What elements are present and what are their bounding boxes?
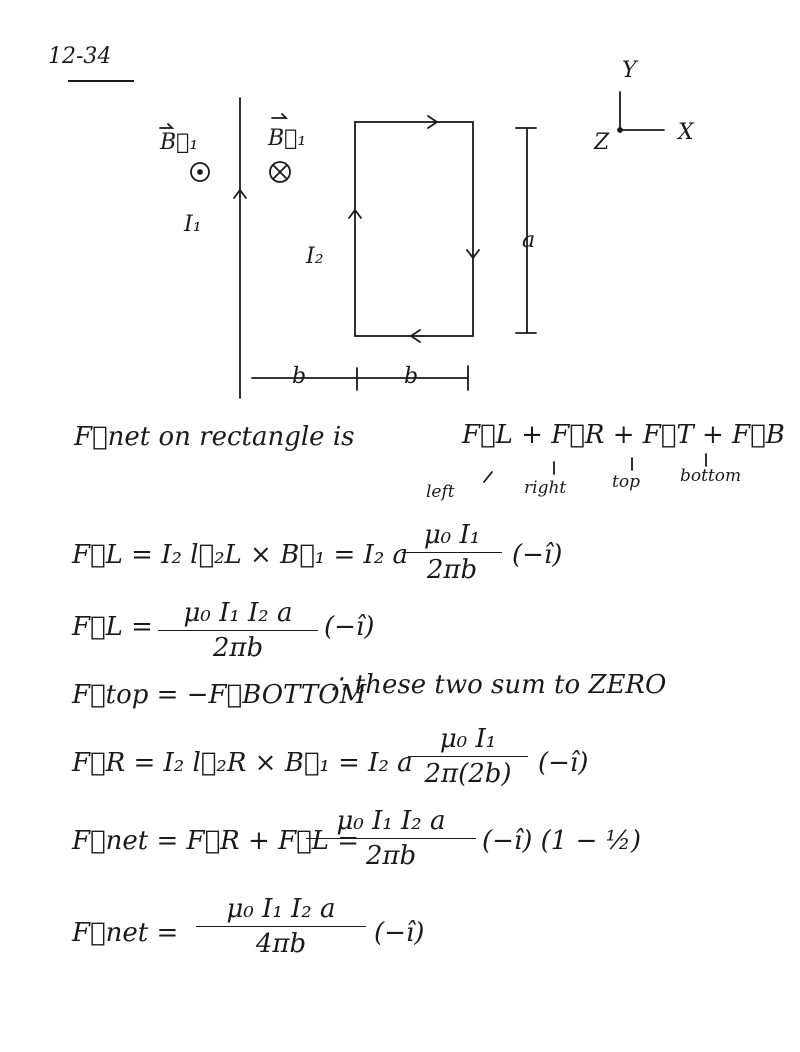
fr-eq-denominator: 2π(2b) [424, 759, 512, 789]
z-axis-dot [618, 128, 622, 132]
fnet-eq1-rest: (−î) (1 − ½) [482, 826, 641, 856]
i1-label: I₁ [184, 212, 202, 237]
i2-label: I₂ [306, 244, 324, 269]
fr-eq-numerator: μ₀ I₁ [439, 724, 497, 754]
ftop-equation: F⃗top = −F⃗BOTTOM [72, 680, 367, 710]
label-top: top [612, 472, 640, 492]
fnet-statement: F⃗net on rectangle is [74, 422, 355, 452]
fnet-equation-2-fraction [196, 894, 366, 959]
fl-equation-1-fraction [402, 520, 502, 585]
fnet-eq2-denominator: 4πb [255, 929, 307, 959]
distance-b-left: b [292, 364, 307, 389]
fnet-equation-2: F⃗net = [72, 918, 179, 948]
distance-b-right: b [404, 364, 419, 389]
b1-left-label: B⃗₁ [160, 130, 199, 155]
label-right: right [524, 478, 567, 498]
fr-equation-fraction [408, 724, 528, 789]
fnet-equation-1: F⃗net = F⃗R + F⃗L = [72, 826, 360, 856]
fl-eq1-direction: (−î) [512, 540, 563, 570]
fnet-sum: F⃗L + F⃗R + F⃗T + F⃗B [462, 420, 785, 450]
fl-equation-2-fraction [158, 598, 318, 663]
fl-equation-2: F⃗L = [72, 612, 153, 642]
b1-right-label: B⃗₁ [268, 126, 307, 151]
fl-eq2-denominator: 2πb [212, 633, 264, 663]
fnet-eq2-numerator: μ₀ I₁ I₂ a [226, 894, 336, 924]
fr-eq-direction: (−î) [538, 748, 589, 778]
label-bottom: bottom [680, 466, 742, 486]
rectangle-loop [355, 122, 473, 336]
fl-equation-1: F⃗L = I₂ l⃗₂L × B⃗₁ = I₂ a [72, 540, 409, 570]
z-axis-label: Z [594, 130, 610, 155]
y-axis-label: Y [622, 58, 637, 83]
fl-eq2-direction: (−î) [324, 612, 375, 642]
fr-equation: F⃗R = I₂ l⃗₂R × B⃗₁ = I₂ a [72, 748, 413, 778]
fnet-equation-1-fraction [306, 806, 476, 871]
fnet-eq1-denominator: 2πb [365, 841, 417, 871]
x-axis-label: X [678, 120, 694, 145]
fnet-eq2-direction: (−î) [374, 918, 425, 948]
fnet-eq1-numerator: μ₀ I₁ I₂ a [336, 806, 446, 836]
problem-number: 12-34 [48, 44, 112, 69]
fl-eq1-numerator: μ₀ I₁ [423, 520, 481, 550]
ftop-note: ∴ these two sum to ZERO [330, 670, 667, 700]
label-left: left [426, 482, 455, 502]
fl-eq2-numerator: μ₀ I₁ I₂ a [183, 598, 293, 628]
fl-eq1-denominator: 2πb [426, 555, 478, 585]
height-a-label: a [522, 228, 536, 253]
